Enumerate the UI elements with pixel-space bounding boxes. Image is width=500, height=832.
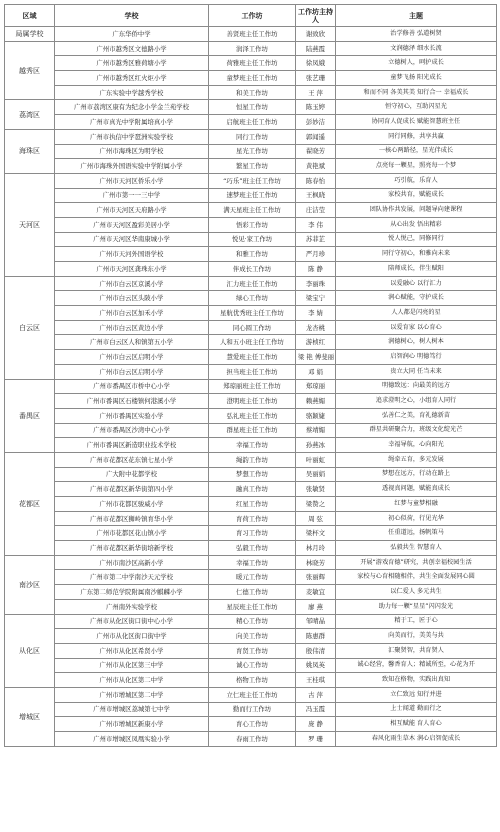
table-row [5,335,497,350]
host-cell: 姚凤英 [296,658,336,673]
theme-cell: 弘善仁之美，育礼德新苗 [336,408,497,423]
host-cell: 殷伟清 [296,643,336,658]
district-cell: 南沙区 [5,555,55,614]
theme-cell: 向美而行，美美与共 [336,629,497,644]
theme-cell: 恒守初心，互助闪星光 [336,100,497,115]
school-cell: 广州市从化区第二中学 [55,673,209,688]
host-cell: 吴丽娟 [296,467,336,482]
table-row [5,85,497,100]
theme-cell: 春风化雨生草木 润心启智促成长 [336,732,497,747]
school-cell: 广州市真光中学附属培真小学 [55,115,209,130]
school-cell: 广州市白云区启明小学 [55,364,209,379]
table-row [5,467,497,482]
theme-cell: 点亮每一颗星，照亮每一个梦 [336,159,497,174]
studio-cell: 荷雅班主任工作坊 [209,56,296,71]
school-cell: 广东华侨中学 [55,27,209,42]
studio-cell: 悦见·家工作坊 [209,232,296,247]
host-cell: 黄艳斌 [296,159,336,174]
studio-cell: 澄明班主任工作坊 [209,394,296,409]
host-cell: 罗 珊 [296,732,336,747]
school-cell: 广州市番禺区石楼镇何港溪小学 [55,394,209,409]
studio-cell: 绳韵工作坊 [209,452,296,467]
header-theme: 主题 [336,5,497,27]
theme-cell: 同行同修，共享共赢 [336,129,497,144]
theme-cell: 上士闻道 勤而行之 [336,702,497,717]
studio-cell: 育贤工作坊 [209,643,296,658]
host-cell: 赖燕媚 [296,394,336,409]
district-cell: 白云区 [5,276,55,379]
school-cell: 广州市天河外国语学校 [55,247,209,262]
host-cell: 游桢红 [296,335,336,350]
host-cell: 廖 燕 [296,599,336,614]
host-cell: 翟晓芳 [296,144,336,159]
studio-cell: 育荷工作坊 [209,511,296,526]
studio-cell: 幸福工作坊 [209,438,296,453]
studio-cell: 担当班主任工作坊 [209,364,296,379]
table-row [5,555,497,570]
school-cell: 广州市花都区花山镇小学 [55,526,209,541]
studio-cell: 汇力班主任工作坊 [209,276,296,291]
studio-cell: 和美工作坊 [209,85,296,100]
host-cell: 彭妙洁 [296,115,336,130]
theme-cell: 润心赋能，守护成长 [336,291,497,306]
theme-cell: 绳牵五育，多元发展 [336,452,497,467]
studio-cell: 星航优秀班主任工作坊 [209,306,296,321]
table-row [5,27,497,42]
theme-cell: 团队协作共发展，问题导向建课程 [336,203,497,218]
theme-cell: 润德树心，树人树本 [336,335,497,350]
theme-cell: 一核心两路径，星光伴成长 [336,144,497,159]
school-cell: 广州市番禺区沙湾中心小学 [55,423,209,438]
table-row [5,452,497,467]
table-row [5,364,497,379]
school-cell: 广州市白云区头陂小学 [55,291,209,306]
theme-cell: 人人都是闪亮的星 [336,306,497,321]
studio-cell: 郑琼丽班主任工作坊 [209,379,296,394]
school-cell: 广州市越秀区红火炬小学 [55,71,209,86]
theme-cell: 初心似荷，行见光华 [336,511,497,526]
studio-cell: 星辰班主任工作坊 [209,599,296,614]
theme-cell: 红梦与童梦相融 [336,497,497,512]
theme-cell: 陪师成长，伴生赋阳 [336,262,497,277]
host-cell: 王枫晓 [296,188,336,203]
theme-cell: 助力每一颗“星星”闪闪发光 [336,599,497,614]
host-cell: 张敏贤 [296,482,336,497]
school-cell: 广州市从化区街口街中心小学 [55,614,209,629]
studio-cell: 暖元工作坊 [209,570,296,585]
school-cell: 广州市白云区黄边小学 [55,320,209,335]
table-row [5,71,497,86]
host-cell: 陈玉婷 [296,100,336,115]
table-row [5,585,497,600]
theme-cell: 诚心经营，馨香育人；精诚所至，心花为开 [336,658,497,673]
table-row [5,643,497,658]
table-row [5,482,497,497]
host-cell: 李 伟 [296,217,336,232]
school-cell: 广州市白云区加禾小学 [55,306,209,321]
district-cell: 越秀区 [5,41,55,100]
host-cell: 梁 艳 傅斐丽 [296,350,336,365]
school-cell: 广州市海珠外国语实验中学附属小学 [55,159,209,174]
host-cell: 严月珍 [296,247,336,262]
table-row [5,614,497,629]
studio-cell: 绿心工作坊 [209,291,296,306]
studio-cell: 恒星工作坊 [209,100,296,115]
school-cell: 广州市增城区凤凰实验小学 [55,732,209,747]
studio-cell: 弘毅工作坊 [209,541,296,556]
table-body [5,27,497,747]
table-row [5,159,497,174]
studio-cell: 润泽工作坊 [209,41,296,56]
district-cell: 花都区 [5,452,55,555]
theme-cell: 从心出发 悟出精彩 [336,217,497,232]
table-row [5,717,497,732]
host-cell: 庞 静 [296,717,336,732]
theme-cell: 家校与心育相随相伴，共生全面发展同心圆 [336,570,497,585]
theme-cell: 明德致远：向最美的远方 [336,379,497,394]
school-cell: 广州市白云区启明小学 [55,350,209,365]
table-row [5,629,497,644]
host-cell: 林晓芳 [296,555,336,570]
host-cell: 张丽辉 [296,570,336,585]
table-row [5,144,497,159]
studio-cell: 勤而行工作坊 [209,702,296,717]
theme-cell: 群星共研聚合力，班级文化绽光芒 [336,423,497,438]
table-row [5,41,497,56]
school-cell: 广州市天河区华南康城小学 [55,232,209,247]
school-cell: 广州市花都区骏威小学 [55,497,209,512]
host-cell: 蔡靖媚 [296,423,336,438]
table-row [5,276,497,291]
studio-cell: 同心圆工作坊 [209,320,296,335]
district-cell: 增城区 [5,687,55,746]
table-row [5,320,497,335]
table-row [5,438,497,453]
studio-cell: 速梦班主任工作坊 [209,188,296,203]
workshop-table [4,4,497,747]
studio-cell: 春雨工作坊 [209,732,296,747]
theme-cell: 梦想在远方，行动在路上 [336,467,497,482]
studio-cell: 育习工作坊 [209,526,296,541]
studio-cell: 育心工作坊 [209,717,296,732]
studio-cell: 弘礼班主任工作坊 [209,408,296,423]
table-row [5,56,497,71]
host-cell: 邓 娟 [296,364,336,379]
school-cell: 广州市花都区狮岭镇育华小学 [55,511,209,526]
host-cell: 古 萍 [296,687,336,702]
host-cell: 郭闻遥 [296,129,336,144]
school-cell: 广州市天河区天府路小学 [55,203,209,218]
host-cell: 苏菲芷 [296,232,336,247]
table-row [5,306,497,321]
school-cell: 广州市第一一三中学 [55,188,209,203]
school-cell: 广州南外实验学校 [55,599,209,614]
table-row [5,173,497,188]
theme-cell: 和而不同 各美其美 知行合一 幸福成长 [336,85,497,100]
host-cell: 王桂琪 [296,673,336,688]
school-cell: 广州市从化区希贤小学 [55,643,209,658]
theme-cell: 同行守初心，和雅向未来 [336,247,497,262]
table-row [5,100,497,115]
theme-cell: 贵立大同 任当未来 [336,364,497,379]
theme-cell: 透视真问题，赋能真成长 [336,482,497,497]
school-cell: 广州市海珠区为明学校 [55,144,209,159]
school-cell: 广州市天河区侨乐小学 [55,173,209,188]
table-row [5,408,497,423]
studio-cell: 仁德工作坊 [209,585,296,600]
district-cell: 局属学校 [5,27,55,42]
host-cell: 骆颖婕 [296,408,336,423]
table-row [5,732,497,747]
table-row [5,570,497,585]
theme-cell: 童梦飞扬 阳光成长 [336,71,497,86]
theme-cell: 治学修善 弘道树贤 [336,27,497,42]
theme-cell: 悦人悦己，同修同行 [336,232,497,247]
theme-cell: 启智润心 明德笃行 [336,350,497,365]
school-cell: 广州市白云区京溪小学 [55,276,209,291]
host-cell: 邹晴晶 [296,614,336,629]
theme-cell: 精于工，匠于心 [336,614,497,629]
studio-cell: 启航班主任工作坊 [209,115,296,130]
studio-cell: 梦想工作坊 [209,467,296,482]
host-cell: 徐凤娥 [296,56,336,71]
school-cell: 广东实验中学越秀学校 [55,85,209,100]
theme-cell: 相互赋能 育人育心 [336,717,497,732]
table-row [5,115,497,130]
table-row [5,702,497,717]
host-cell: 梁宝宁 [296,291,336,306]
school-cell: 广州市第二中学南沙天元学校 [55,570,209,585]
theme-cell: 以爱育家 以心育心 [336,320,497,335]
school-cell: 广州市天河区盈彩美居小学 [55,217,209,232]
host-cell: 梁杯文 [296,526,336,541]
table-row [5,541,497,556]
table-row [5,129,497,144]
school-cell: 广州市执信中学琶洲实验学校 [55,129,209,144]
theme-cell: 任重道远，扬帆策马 [336,526,497,541]
table-row [5,203,497,218]
theme-cell: 立德树人，呵护成长 [336,56,497,71]
studio-cell: 立仁班主任工作坊 [209,687,296,702]
host-cell: 龙杏桃 [296,320,336,335]
table-row [5,262,497,277]
theme-cell: 致知在格物，实践出真知 [336,673,497,688]
school-cell: 广州市花都区花东镇七星小学 [55,452,209,467]
table-row [5,423,497,438]
host-cell: 陈 静 [296,262,336,277]
host-cell: 王 萍 [296,85,336,100]
host-cell: 谢致欣 [296,27,336,42]
table-row [5,497,497,512]
theme-cell: 立仁致远 知行并进 [336,687,497,702]
studio-cell: 繁星工作坊 [209,159,296,174]
studio-cell: 幸福工作坊 [209,555,296,570]
host-cell: 冯玉霞 [296,702,336,717]
host-cell: 陈惠群 [296,629,336,644]
table-row [5,350,497,365]
studio-cell: 和雅工作坊 [209,247,296,262]
district-cell: 天河区 [5,173,55,276]
theme-cell: 幸福导航，心向阳光 [336,438,497,453]
studio-cell: 格物工作坊 [209,673,296,688]
studio-cell: 融真工作坊 [209,482,296,497]
theme-cell: 以爱融心 以行汇力 [336,276,497,291]
school-cell: 广州市花都区新华街第四小学 [55,482,209,497]
host-cell: 周 弦 [296,511,336,526]
school-cell: 广州市从化区街口街中学 [55,629,209,644]
school-cell: 广大附中花都学校 [55,467,209,482]
header-school: 学校 [55,5,209,27]
school-cell: 广州市南沙区高新小学 [55,555,209,570]
school-cell: 广州市越秀区文德路小学 [55,41,209,56]
theme-cell: 巧引航，乐育人 [336,173,497,188]
studio-cell: 红星工作坊 [209,497,296,512]
host-cell: 张艺珊 [296,71,336,86]
theme-cell: 家校共育，赋能成长 [336,188,497,203]
district-cell: 从化区 [5,614,55,687]
theme-cell: 以仁爱人 多元共生 [336,585,497,600]
table-row [5,687,497,702]
host-cell: 孙燕冰 [296,438,336,453]
studio-cell: 善贤班主任工作坊 [209,27,296,42]
host-cell: 李 婧 [296,306,336,321]
theme-cell: 汇聚贤智，共育贤人 [336,643,497,658]
school-cell: 广州市增城区新康小学 [55,717,209,732]
school-cell: 广州市从化区第三中学 [55,658,209,673]
table-row [5,217,497,232]
studio-cell: 悟彩工作坊 [209,217,296,232]
table-row [5,188,497,203]
table-row [5,526,497,541]
school-cell: 广州市天河区龚珠东小学 [55,262,209,277]
studio-cell: 满天星班主任工作坊 [209,203,296,218]
studio-cell: 伴成长工作坊 [209,262,296,277]
host-cell: 叶丽虹 [296,452,336,467]
studio-cell: 同行工作坊 [209,129,296,144]
table-row [5,291,497,306]
theme-cell: 开展“游戏育德”研究，共创幸福校园生活 [336,555,497,570]
school-cell: 广州市增城区第二中学 [55,687,209,702]
theme-cell: 弘毅共生 智慧育人 [336,541,497,556]
table-row [5,673,497,688]
studio-cell: 精心工作坊 [209,614,296,629]
studio-cell: 群星班主任工作坊 [209,423,296,438]
school-cell: 广州市白云区人和镇第五小学 [55,335,209,350]
theme-cell: 文润德泽 细水长流 [336,41,497,56]
host-cell: 梁赞之 [296,497,336,512]
studio-cell: 向美工作坊 [209,629,296,644]
table-row [5,658,497,673]
school-cell: 广州市花都区新华街培新学校 [55,541,209,556]
host-cell: 李丽珠 [296,276,336,291]
host-cell: 陈春怡 [296,173,336,188]
studio-cell: 慧爱班主任工作坊 [209,350,296,365]
table-row [5,394,497,409]
header-host: 工作坊主持人 [296,5,336,27]
table-row [5,247,497,262]
studio-cell: 星光工作坊 [209,144,296,159]
header-studio: 工作坊 [209,5,296,27]
theme-cell: 追求澄明之心，小组育人同行 [336,394,497,409]
header-district: 区域 [5,5,55,27]
host-cell: 麦敏宜 [296,585,336,600]
school-cell: 广东第二师范学院附属南沙麒麟小学 [55,585,209,600]
host-cell: 陆燕霞 [296,41,336,56]
district-cell: 番禺区 [5,379,55,452]
host-cell: 郑琼丽 [296,379,336,394]
table-row [5,379,497,394]
school-cell: 广州市番禺区新造职业技术学校 [55,438,209,453]
school-cell: 广州市番禺区实验小学 [55,408,209,423]
host-cell: 林月玲 [296,541,336,556]
school-cell: 广州市增城区荔城第七中学 [55,702,209,717]
district-cell: 海珠区 [5,129,55,173]
studio-cell: “巧乐”班主任工作坊 [209,173,296,188]
studio-cell: 诚心工作坊 [209,658,296,673]
school-cell: 广州市荔湾区康有为纪念小学金兰苑学校 [55,100,209,115]
theme-cell: 协同育人促成长 赋能智慧班主任 [336,115,497,130]
school-cell: 广州市越秀区雅荷塘小学 [55,56,209,71]
school-cell: 广州市番禺区市桥中心小学 [55,379,209,394]
table-row [5,599,497,614]
studio-cell: 人和五小班主任工作坊 [209,335,296,350]
host-cell: 庄洁莹 [296,203,336,218]
district-cell: 荔湾区 [5,100,55,129]
header-row [5,5,497,27]
studio-cell: 童梦班主任工作坊 [209,71,296,86]
table-row [5,511,497,526]
table-row [5,232,497,247]
